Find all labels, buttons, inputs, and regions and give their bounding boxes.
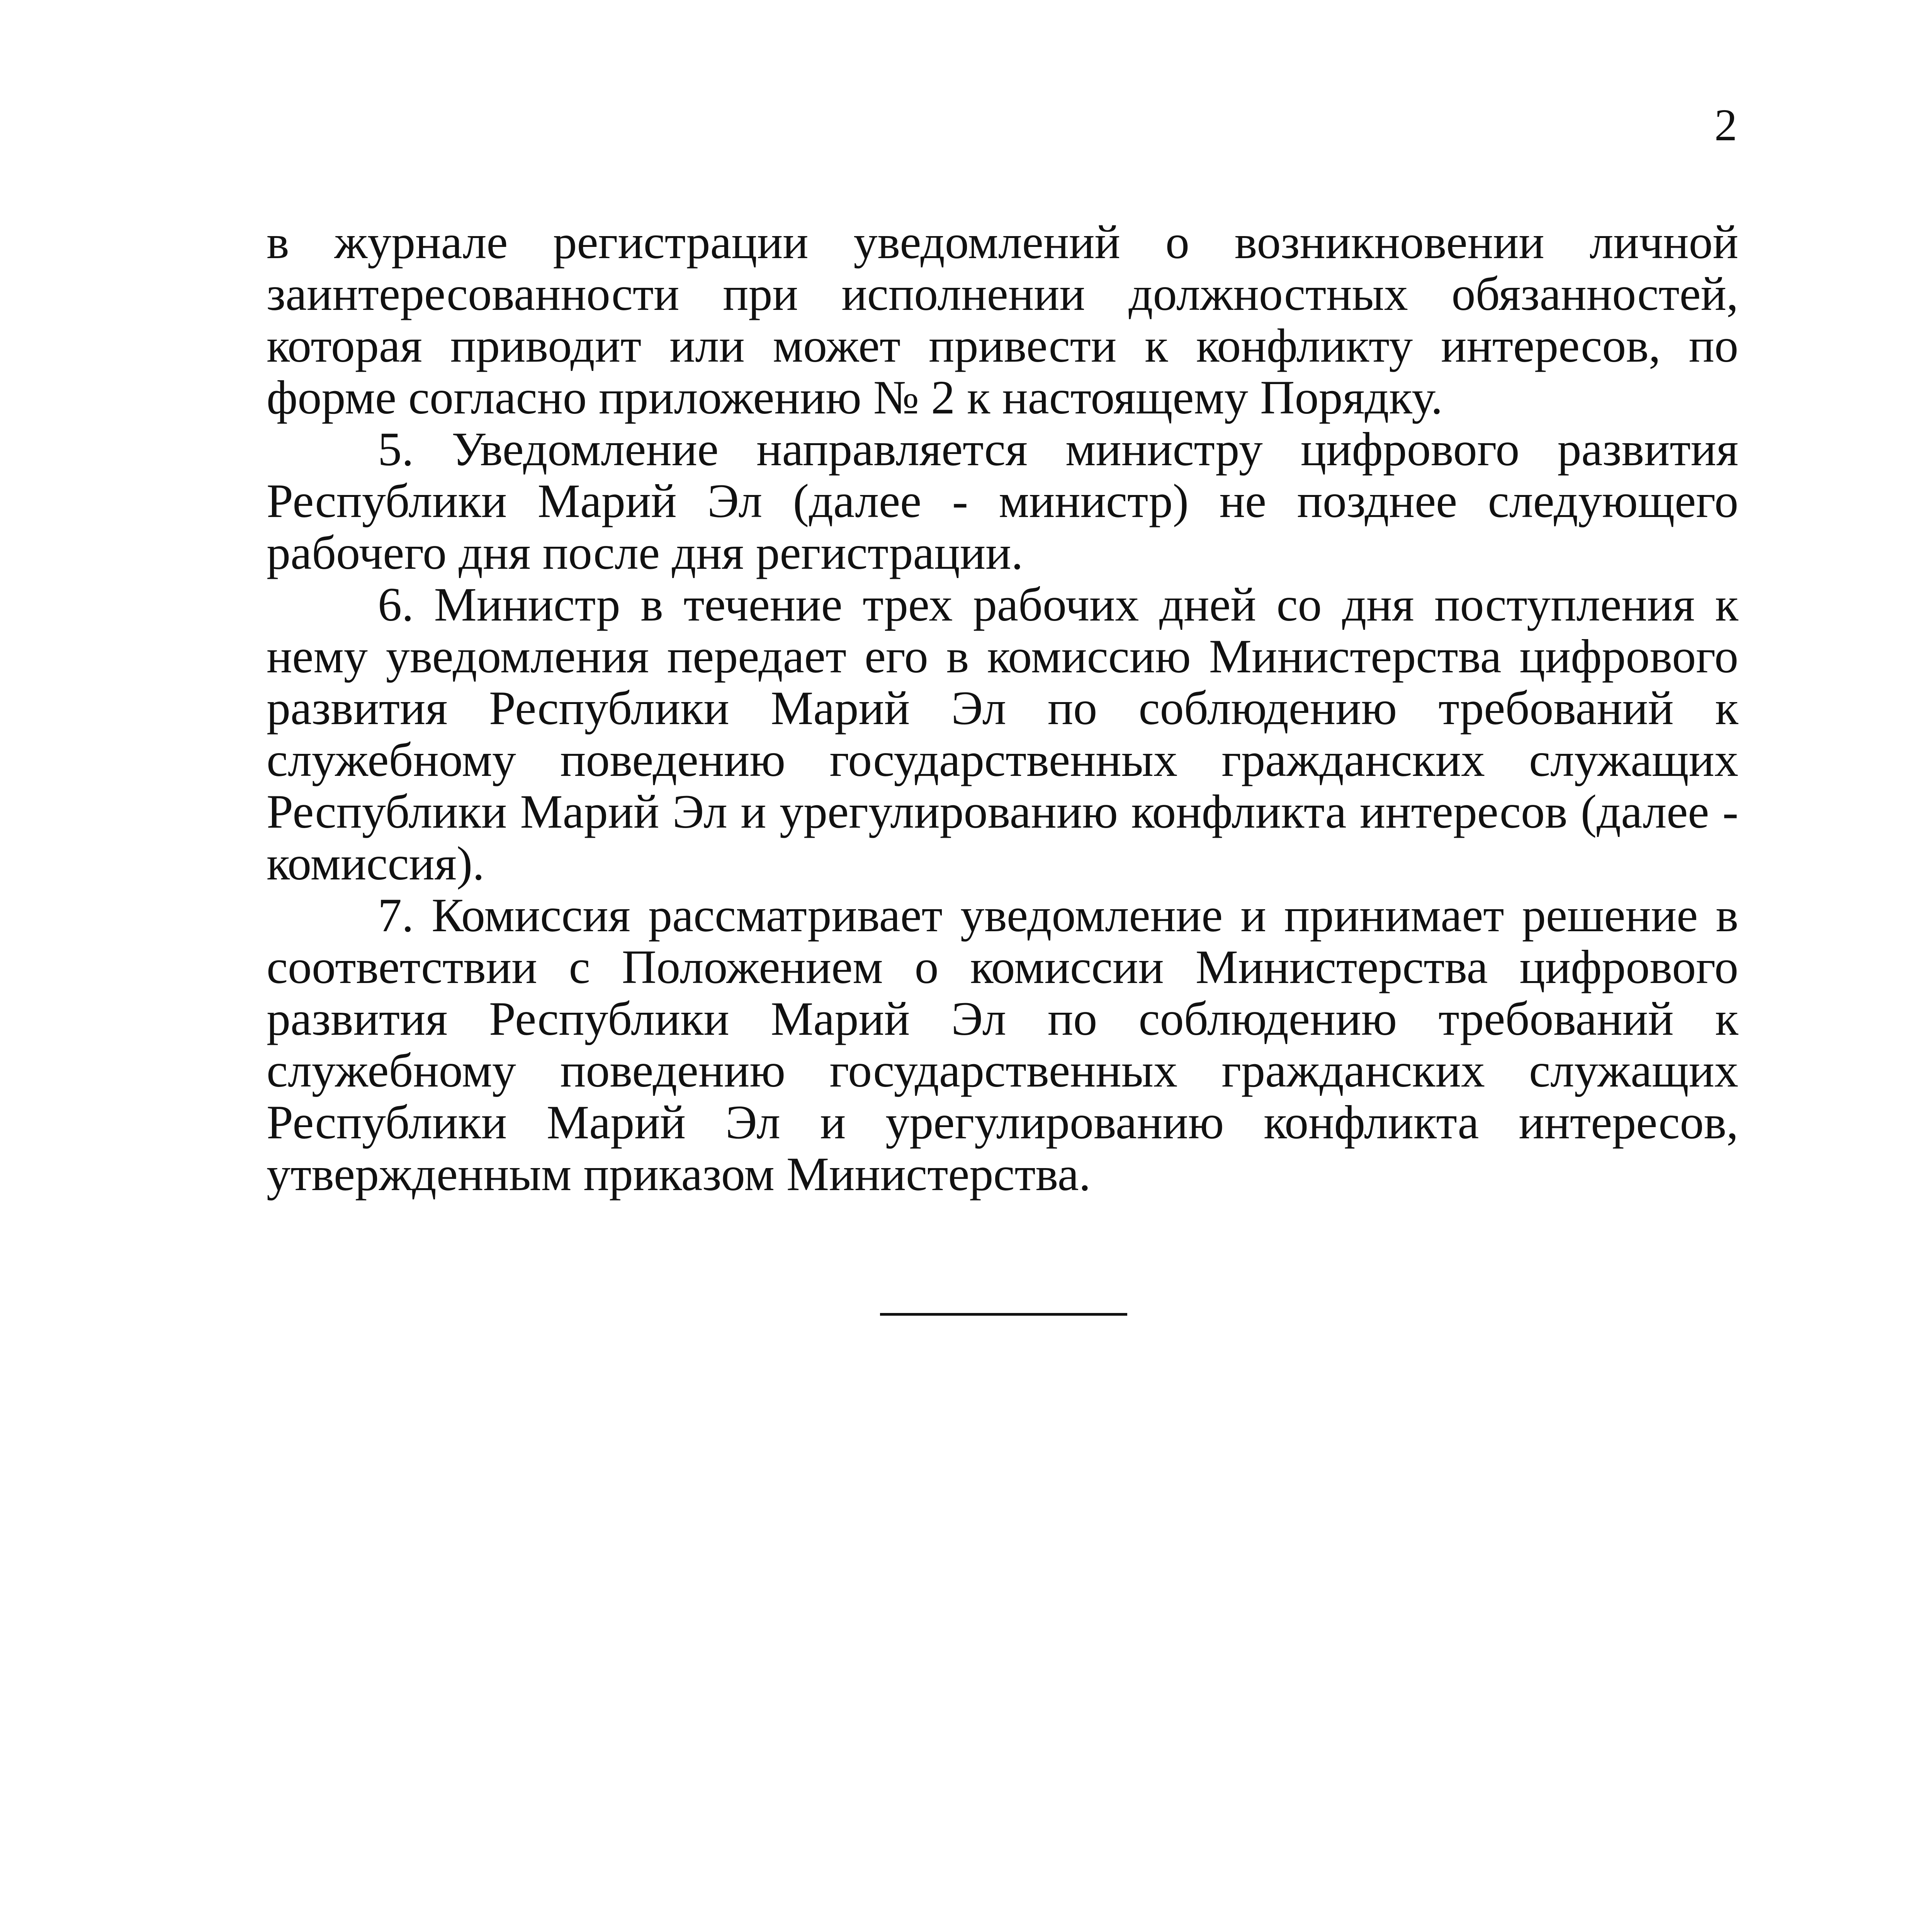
end-of-text-divider (880, 1313, 1127, 1316)
paragraph-item-7: 7. Комиссия рассматривает уведомление и принимает решение в соответствии с Положением о комиссии Министерства цифрового развития Республики Марий Эл по соблюдению требований к служебному поведению государственных гражданских служащих Республики Марий Эл и урегулированию конфликта интересов, утвержденным приказом Министерства. (267, 889, 1738, 1201)
paragraph-item-5: 5. Уведомление направляется министру цифрового развития Республики Марий Эл (далее - министр) не позднее следующего рабочего дня после дня регистрации. (267, 423, 1738, 579)
paragraph-continuation: в журнале регистрации уведомлений о возникновении личной заинтересованности при исполнении должностных обязанностей, которая приводит или может привести к конфликту интересов, по форме согласно приложению № 2 к настоящему Порядку. (267, 216, 1738, 424)
paragraph-item-6: 6. Министр в течение трех рабочих дней со дня поступления к нему уведомления передает его в комиссию Министерства цифрового развития Республики Марий Эл по соблюдению требований к служебному поведению государственных гражданских служащих Республики Марий Эл и урегулированию конфликта интересов (далее - комиссия). (267, 578, 1738, 890)
document-body (267, 216, 1738, 1200)
page-number: 2 (1714, 100, 1737, 150)
